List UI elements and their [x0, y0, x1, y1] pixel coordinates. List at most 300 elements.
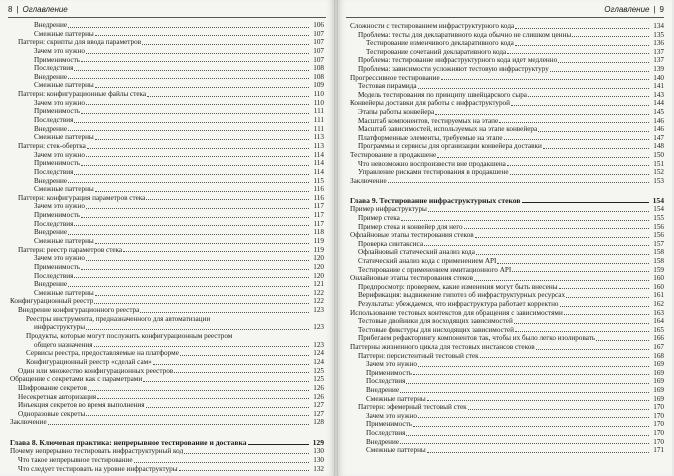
- toc-entry-title: Зачем это нужно: [34, 254, 85, 263]
- toc-entry-page: 160: [653, 282, 664, 291]
- toc-entry: [350, 214, 664, 223]
- toc-entry: [10, 185, 324, 194]
- toc-entry-page: 135: [653, 30, 664, 39]
- dot-leader: [81, 269, 309, 270]
- right-toc-list: [350, 22, 664, 455]
- toc-entry-title: Зачем это нужно: [34, 150, 85, 159]
- toc-entry-title: Смежные паттерны: [366, 446, 426, 455]
- dot-leader: [441, 79, 649, 80]
- dot-leader: [86, 208, 309, 209]
- dot-leader: [427, 452, 649, 453]
- dot-leader: [401, 220, 649, 221]
- toc-entry-title: Применимость: [34, 159, 80, 168]
- toc-entry-page: 111: [313, 116, 324, 125]
- dot-leader: [427, 400, 649, 401]
- toc-entry-title: Паттерн: скрипты для ввода параметров: [18, 38, 142, 47]
- dot-leader: [86, 329, 309, 330]
- toc-entry-page: 122: [313, 297, 324, 306]
- toc-entry-page: 118: [313, 228, 324, 237]
- toc-entry-page: 165: [653, 325, 664, 334]
- dot-leader: [174, 372, 309, 373]
- toc-entry-title: Тестовая пирамида: [358, 82, 417, 91]
- toc-entry: [10, 21, 324, 30]
- dot-leader: [134, 462, 309, 463]
- dot-leader: [474, 280, 649, 281]
- toc-entry-title: Смежные паттерны: [34, 185, 94, 194]
- toc-entry-title: Один или множество конфигурационных реестров: [18, 366, 174, 375]
- toc-entry: [10, 237, 324, 246]
- toc-entry: [350, 274, 664, 283]
- toc-entry-title: Что такое непрерывное тестирование: [18, 456, 133, 465]
- toc-entry-page: 125: [313, 366, 324, 375]
- toc-entry-page: 169: [653, 377, 664, 386]
- dot-leader: [87, 148, 309, 149]
- toc-entry-title: Статический анализ кода с применением API: [358, 257, 497, 266]
- dot-leader: [74, 277, 309, 278]
- toc-entry-title: Последствия: [34, 64, 74, 73]
- toc-entry-page: 168: [653, 351, 664, 360]
- toc-entry-title: Конфигурационный реестр: [10, 297, 94, 306]
- toc-entry: [350, 334, 664, 343]
- toc-entry: [350, 283, 664, 292]
- toc-entry: [350, 291, 664, 300]
- toc-entry: [10, 332, 324, 341]
- dot-leader: [559, 288, 649, 289]
- toc-entry: [350, 369, 664, 378]
- toc-entry-title: Тестирование с применением имитационного API: [358, 265, 512, 274]
- toc-entry-title: Зачем это нужно: [34, 98, 85, 107]
- dot-leader: [564, 314, 649, 315]
- toc-entry: [10, 341, 324, 350]
- dot-leader: [95, 243, 309, 244]
- toc-entry-title: Масштаб компонентов, тестируемых на этапе: [358, 116, 499, 125]
- dot-leader: [566, 297, 649, 298]
- toc-entry-title: Проблема: тестирование инфраструктурного кода идет медленно: [358, 56, 558, 65]
- toc-entry-page: 156: [653, 231, 664, 240]
- toc-entry-title: Внедрение: [34, 72, 68, 81]
- toc-entry-page: 111: [313, 124, 324, 133]
- dot-leader: [88, 390, 309, 391]
- toc-entry: [350, 317, 664, 326]
- dot-leader: [86, 415, 309, 416]
- toc-entry-page: 124: [313, 357, 324, 366]
- toc-entry-title: Управление рисками тестирования в продакшене: [358, 168, 509, 177]
- toc-entry-title: Паттерн: реестр параметров стека: [18, 245, 123, 254]
- toc-entry: [350, 377, 664, 386]
- dot-leader: [468, 409, 649, 410]
- toc-entry: [10, 263, 324, 272]
- toc-entry-page: 107: [313, 29, 324, 38]
- toc-entry-title: Последствия: [366, 428, 406, 437]
- toc-entry-page: 170: [653, 428, 664, 437]
- toc-entry-title: Сервисы реестра, предоставляемые на платформе: [26, 349, 179, 358]
- toc-entry: [10, 298, 324, 307]
- toc-entry-title: Реестры инструмента, предназначенного для автоматизации: [26, 314, 211, 323]
- dot-leader: [522, 202, 649, 203]
- toc-entry-page: 108: [313, 72, 324, 81]
- dot-leader: [179, 470, 309, 471]
- dot-leader: [123, 251, 309, 252]
- toc-entry-page: 126: [313, 392, 324, 401]
- toc-entry-title: Последствия: [34, 219, 74, 228]
- toc-entry-page: 170: [653, 403, 664, 412]
- right-page-header: Оглавление | 9: [346, 3, 664, 18]
- toc-entry-title: Программы и сервисы для организации конвейера доставки: [358, 142, 542, 151]
- toc-entry-page: 167: [653, 342, 664, 351]
- toc-entry-title: Конвейеры доставки для работы с инфраструктурой: [350, 99, 510, 108]
- dot-leader: [68, 27, 309, 28]
- toc-entry-page: 110: [313, 98, 324, 107]
- toc-entry: [350, 386, 664, 395]
- dot-leader: [142, 44, 309, 45]
- dot-leader: [538, 131, 649, 132]
- dot-leader: [86, 104, 309, 105]
- toc-entry-title: Паттерн: персистентный тестовый стек: [358, 351, 479, 360]
- toc-entry: [10, 125, 324, 134]
- toc-entry: [10, 38, 324, 47]
- toc-entry: [350, 360, 664, 369]
- toc-entry: [10, 177, 324, 186]
- toc-entry-title: Что следует тестировать на уровне инфраструктуры: [18, 464, 178, 473]
- toc-entry-page: 141: [653, 82, 664, 91]
- toc-entry-page: 166: [653, 334, 664, 343]
- toc-entry-page: 169: [653, 394, 664, 403]
- toc-entry: [10, 358, 324, 367]
- toc-entry-page: 169: [653, 368, 664, 377]
- toc-entry-page: 154: [652, 195, 664, 205]
- toc-entry-page: 154: [653, 205, 664, 214]
- right-running-head: Оглавление: [604, 5, 650, 14]
- toc-entry-title: Паттерн: эфемерный тестовый стек: [358, 403, 467, 412]
- dot-leader: [572, 36, 649, 37]
- toc-entry-title: Внедрение: [34, 124, 68, 133]
- toc-entry: [10, 367, 324, 376]
- toc-entry: [350, 326, 664, 335]
- toc-entry-page: 116: [313, 185, 324, 194]
- toc-entry-page: 140: [653, 73, 664, 82]
- toc-entry-title: общего назначения: [34, 340, 93, 349]
- toc-entry-title: Проверка синтаксиса: [358, 239, 424, 248]
- toc-entry-page: 109: [313, 81, 324, 90]
- toc-entry: [10, 194, 324, 203]
- toc-entry: [10, 133, 324, 142]
- toc-entry: [10, 349, 324, 358]
- toc-entry-page: 137: [653, 56, 664, 65]
- toc-entry-page: 170: [653, 437, 664, 446]
- toc-entry-title: Прогрессивное тестирование: [350, 73, 440, 82]
- toc-entry-page: 150: [653, 150, 664, 159]
- toc-entry-page: 153: [653, 176, 664, 185]
- toc-entry-title: инфраструктуры: [34, 323, 86, 332]
- toc-entry: [350, 446, 664, 455]
- toc-entry-title: Модель тестирования по принципу швейцарского сыра: [358, 90, 527, 99]
- dot-leader: [94, 303, 309, 304]
- toc-entry-title: Прибегаем рефакторингу компонентов так, чтобы их было легко изолировать: [358, 334, 596, 343]
- dot-leader: [95, 35, 309, 36]
- dot-leader: [74, 70, 309, 71]
- toc-entry: [10, 228, 324, 237]
- dot-leader: [550, 71, 649, 72]
- dot-leader: [388, 182, 649, 183]
- toc-entry-page: 151: [653, 159, 664, 168]
- dot-leader: [94, 346, 309, 347]
- toc-entry: [350, 117, 664, 126]
- dot-leader: [507, 165, 649, 166]
- toc-entry-page: 121: [313, 280, 324, 289]
- toc-entry: [10, 142, 324, 151]
- toc-entry-title: Инъекция секретов во время выполнения: [18, 401, 145, 410]
- toc-entry-page: 129: [312, 437, 324, 447]
- dot-leader: [510, 174, 649, 175]
- toc-entry: [10, 159, 324, 168]
- toc-entry: [350, 65, 664, 74]
- dot-leader: [435, 114, 649, 115]
- toc-entry-page: 161: [653, 291, 664, 300]
- toc-entry-page: 119: [313, 245, 324, 254]
- toc-entry-title: Внедрение: [34, 176, 68, 185]
- toc-entry-page: 119: [313, 237, 324, 245]
- toc-entry-title: Применимость: [366, 420, 412, 429]
- dot-leader: [507, 53, 649, 54]
- toc-entry-title: Зачем это нужно: [34, 202, 85, 211]
- toc-entry: [10, 90, 324, 99]
- toc-entry-title: Последствия: [34, 271, 74, 280]
- toc-entry-page: 169: [653, 360, 664, 369]
- toc-entry-page: 114: [313, 150, 324, 159]
- toc-entry-title: Пример стека: [358, 214, 400, 223]
- toc-entry-page: 157: [653, 239, 664, 248]
- toc-entry-title: Тестирование сочетаний декларативного кода: [366, 47, 507, 56]
- toc-entry-page: 114: [313, 167, 324, 176]
- toc-entry-page: 111: [313, 107, 324, 116]
- dot-leader: [97, 398, 309, 399]
- toc-entry-title: Использование тестовых контекстов для обращения с зависимостями: [350, 308, 563, 317]
- dot-leader: [528, 96, 649, 97]
- toc-entry-title: Зачем это нужно: [366, 360, 417, 369]
- toc-entry-page: 113: [313, 141, 324, 150]
- toc-entry: [350, 257, 664, 266]
- dot-leader: [81, 61, 309, 62]
- toc-entry: [350, 151, 664, 160]
- toc-entry: [10, 289, 324, 298]
- dot-leader: [86, 156, 309, 157]
- toc-entry: [350, 56, 664, 65]
- toc-entry-page: 124: [313, 349, 324, 358]
- toc-entry-title: Шифрование секретов: [18, 383, 87, 392]
- toc-entry: [350, 108, 664, 117]
- toc-entry-title: Заключение: [10, 418, 47, 427]
- toc-entry-page: 127: [313, 401, 324, 410]
- dot-leader: [413, 426, 649, 427]
- toc-entry-page: 130: [313, 456, 324, 465]
- chapter-heading: [10, 439, 324, 448]
- toc-entry: [350, 31, 664, 40]
- dot-leader: [68, 130, 309, 131]
- toc-entry-page: 128: [313, 418, 324, 427]
- dot-leader: [68, 182, 309, 183]
- toc-entry: [10, 375, 324, 384]
- toc-entry-title: Верификация: выдвижение гипотез об инфраструктурных ресурсах: [358, 291, 566, 300]
- dot-leader: [74, 174, 309, 175]
- toc-entry-page: 130: [313, 447, 324, 456]
- toc-entry-title: Внедрение: [34, 280, 68, 289]
- toc-entry: [350, 185, 664, 194]
- toc-entry-title: Применимость: [366, 368, 412, 377]
- toc-entry: [350, 429, 664, 438]
- toc-entry: [10, 306, 324, 315]
- toc-entry: [350, 142, 664, 151]
- toc-entry-title: Платформенные элементы, требуемые на этапе: [358, 133, 503, 142]
- toc-entry-title: Внедрение: [366, 385, 400, 394]
- dot-leader: [48, 424, 309, 425]
- right-page-number: 9: [659, 5, 664, 14]
- dot-leader: [514, 323, 649, 324]
- toc-entry-page: 144: [653, 99, 664, 108]
- toc-entry-page: 152: [653, 168, 664, 177]
- toc-entry: [350, 177, 664, 186]
- toc-entry-page: 123: [313, 306, 324, 315]
- left-page: [0, 0, 334, 476]
- dot-leader: [86, 260, 309, 261]
- toc-entry-page: 120: [313, 262, 324, 271]
- dot-leader: [143, 381, 309, 382]
- dot-leader: [543, 148, 649, 149]
- toc-entry: [10, 272, 324, 281]
- dot-leader: [511, 105, 649, 106]
- toc-entry-title: Одноразовые секреты: [18, 409, 86, 418]
- toc-entry-page: 107: [313, 55, 324, 64]
- dot-leader: [536, 349, 649, 350]
- toc-entry-page: 132: [313, 464, 324, 473]
- toc-entry: [10, 220, 324, 229]
- toc-entry-page: 117: [313, 219, 324, 228]
- toc-entry-page: 123: [313, 323, 324, 332]
- dot-leader: [476, 254, 649, 255]
- toc-entry: [350, 231, 664, 240]
- dot-leader: [140, 312, 309, 313]
- toc-entry: [350, 248, 664, 257]
- toc-entry-title: Глава 9. Тестирование инфраструктурных стеков: [350, 196, 521, 205]
- toc-entry-title: Сложности с тестированием инфраструктурного кода: [350, 22, 515, 30]
- toc-entry: [350, 420, 664, 429]
- toc-entry-title: Обращение с секретами как с параметрами: [10, 375, 143, 384]
- toc-entry-page: 155: [653, 214, 664, 223]
- dot-leader: [560, 306, 649, 307]
- dot-leader: [418, 88, 649, 89]
- toc-entry: [10, 447, 324, 456]
- toc-entry-title: Смежные паттерны: [34, 81, 94, 90]
- toc-entry-title: Пример стека и конвейер для него: [358, 222, 463, 231]
- dot-leader: [86, 53, 309, 54]
- toc-entry: [350, 395, 664, 404]
- dot-leader: [406, 435, 649, 436]
- left-page-number: 8: [8, 5, 13, 14]
- toc-entry: [350, 300, 664, 309]
- toc-entry-page: 117: [313, 202, 324, 211]
- right-page: [338, 0, 672, 476]
- toc-entry-title: Предпросмотр: проверяем, какие изменения могут быть внесены: [358, 282, 558, 291]
- dot-leader: [515, 28, 649, 29]
- toc-entry: [350, 266, 664, 275]
- toc-entry-page: 116: [313, 193, 324, 202]
- dot-leader: [512, 271, 649, 272]
- toc-entry-page: 122: [313, 288, 324, 297]
- dot-leader: [480, 357, 649, 358]
- toc-entry: [350, 82, 664, 91]
- toc-entry-page: 146: [653, 116, 664, 125]
- toc-entry-title: Почему непрерывно тестировать инфраструктурный код: [10, 447, 184, 456]
- toc-entry-title: Внедрение конфигурационного реестра: [18, 306, 140, 315]
- toc-entry-title: Паттерн: конфигурационные файлы стека: [18, 90, 147, 99]
- left-page-header: 8 | Оглавление: [8, 3, 326, 18]
- toc-entry-title: Последствия: [366, 377, 406, 386]
- toc-entry: [350, 74, 664, 83]
- dot-leader: [81, 165, 309, 166]
- toc-entry: [350, 168, 664, 177]
- toc-entry: [10, 456, 324, 465]
- dot-leader: [464, 228, 649, 229]
- toc-entry-title: Последствия: [34, 167, 74, 176]
- toc-entry-title: Онлайновые этапы тестирования стеков: [350, 274, 473, 283]
- toc-entry-title: Результаты: убеждаемся, что инфраструктура работает корректно: [358, 300, 559, 308]
- toc-entry-page: 164: [653, 317, 664, 326]
- toc-entry-title: Этапы работы конвейера: [358, 107, 435, 116]
- toc-entry-title: Заключение: [350, 176, 387, 185]
- toc-entry-page: 125: [313, 375, 324, 384]
- dot-leader: [406, 383, 649, 384]
- toc-entry: [350, 403, 664, 412]
- toc-entry-page: 136: [653, 39, 664, 48]
- dot-leader: [146, 199, 309, 200]
- toc-entry: [10, 64, 324, 73]
- toc-entry-page: 143: [653, 90, 664, 99]
- dot-leader: [153, 364, 309, 365]
- toc-entry: [350, 125, 664, 134]
- toc-entry: [350, 99, 664, 108]
- toc-entry: [10, 211, 324, 220]
- toc-entry: [350, 352, 664, 361]
- toc-entry: [10, 202, 324, 211]
- dot-leader: [424, 245, 649, 246]
- dot-leader: [437, 157, 649, 158]
- toc-entry-page: 170: [653, 420, 664, 429]
- toc-entry-page: 115: [313, 176, 324, 185]
- toc-entry-title: Тестовые фикстуры для нисходящих зависимостей: [358, 325, 514, 334]
- dot-leader: [81, 113, 309, 114]
- toc-entry: [350, 134, 664, 143]
- toc-entry: [350, 91, 664, 100]
- toc-entry-page: 145: [653, 107, 664, 116]
- toc-entry-title: Паттерн: стек-обертка: [18, 141, 86, 150]
- dot-leader: [81, 217, 309, 218]
- toc-entry-title: Применимость: [34, 107, 80, 116]
- dot-leader: [95, 139, 309, 140]
- dot-leader: [418, 417, 649, 418]
- toc-entry-page: 156: [653, 222, 664, 231]
- toc-entry-page: 159: [653, 265, 664, 274]
- toc-entry-page: 107: [313, 38, 324, 47]
- toc-entry-title: Офлайновые этапы тестирования стеков: [350, 231, 474, 240]
- toc-entry-title: Тестирование изменчивого декларативного кода: [366, 39, 514, 48]
- toc-entry-title: Офлайновый статический анализ кода: [358, 248, 475, 257]
- toc-entry: [10, 401, 324, 410]
- toc-entry-title: Что невозможно воспроизвести вне продакшена: [358, 159, 506, 168]
- left-toc-list: [10, 21, 324, 473]
- toc-entry-title: Проблема: тесты для декларативного кода обычно не слишком ценны: [358, 30, 572, 39]
- dot-leader: [475, 237, 649, 238]
- toc-entry-page: 147: [653, 133, 664, 142]
- toc-entry: [10, 107, 324, 116]
